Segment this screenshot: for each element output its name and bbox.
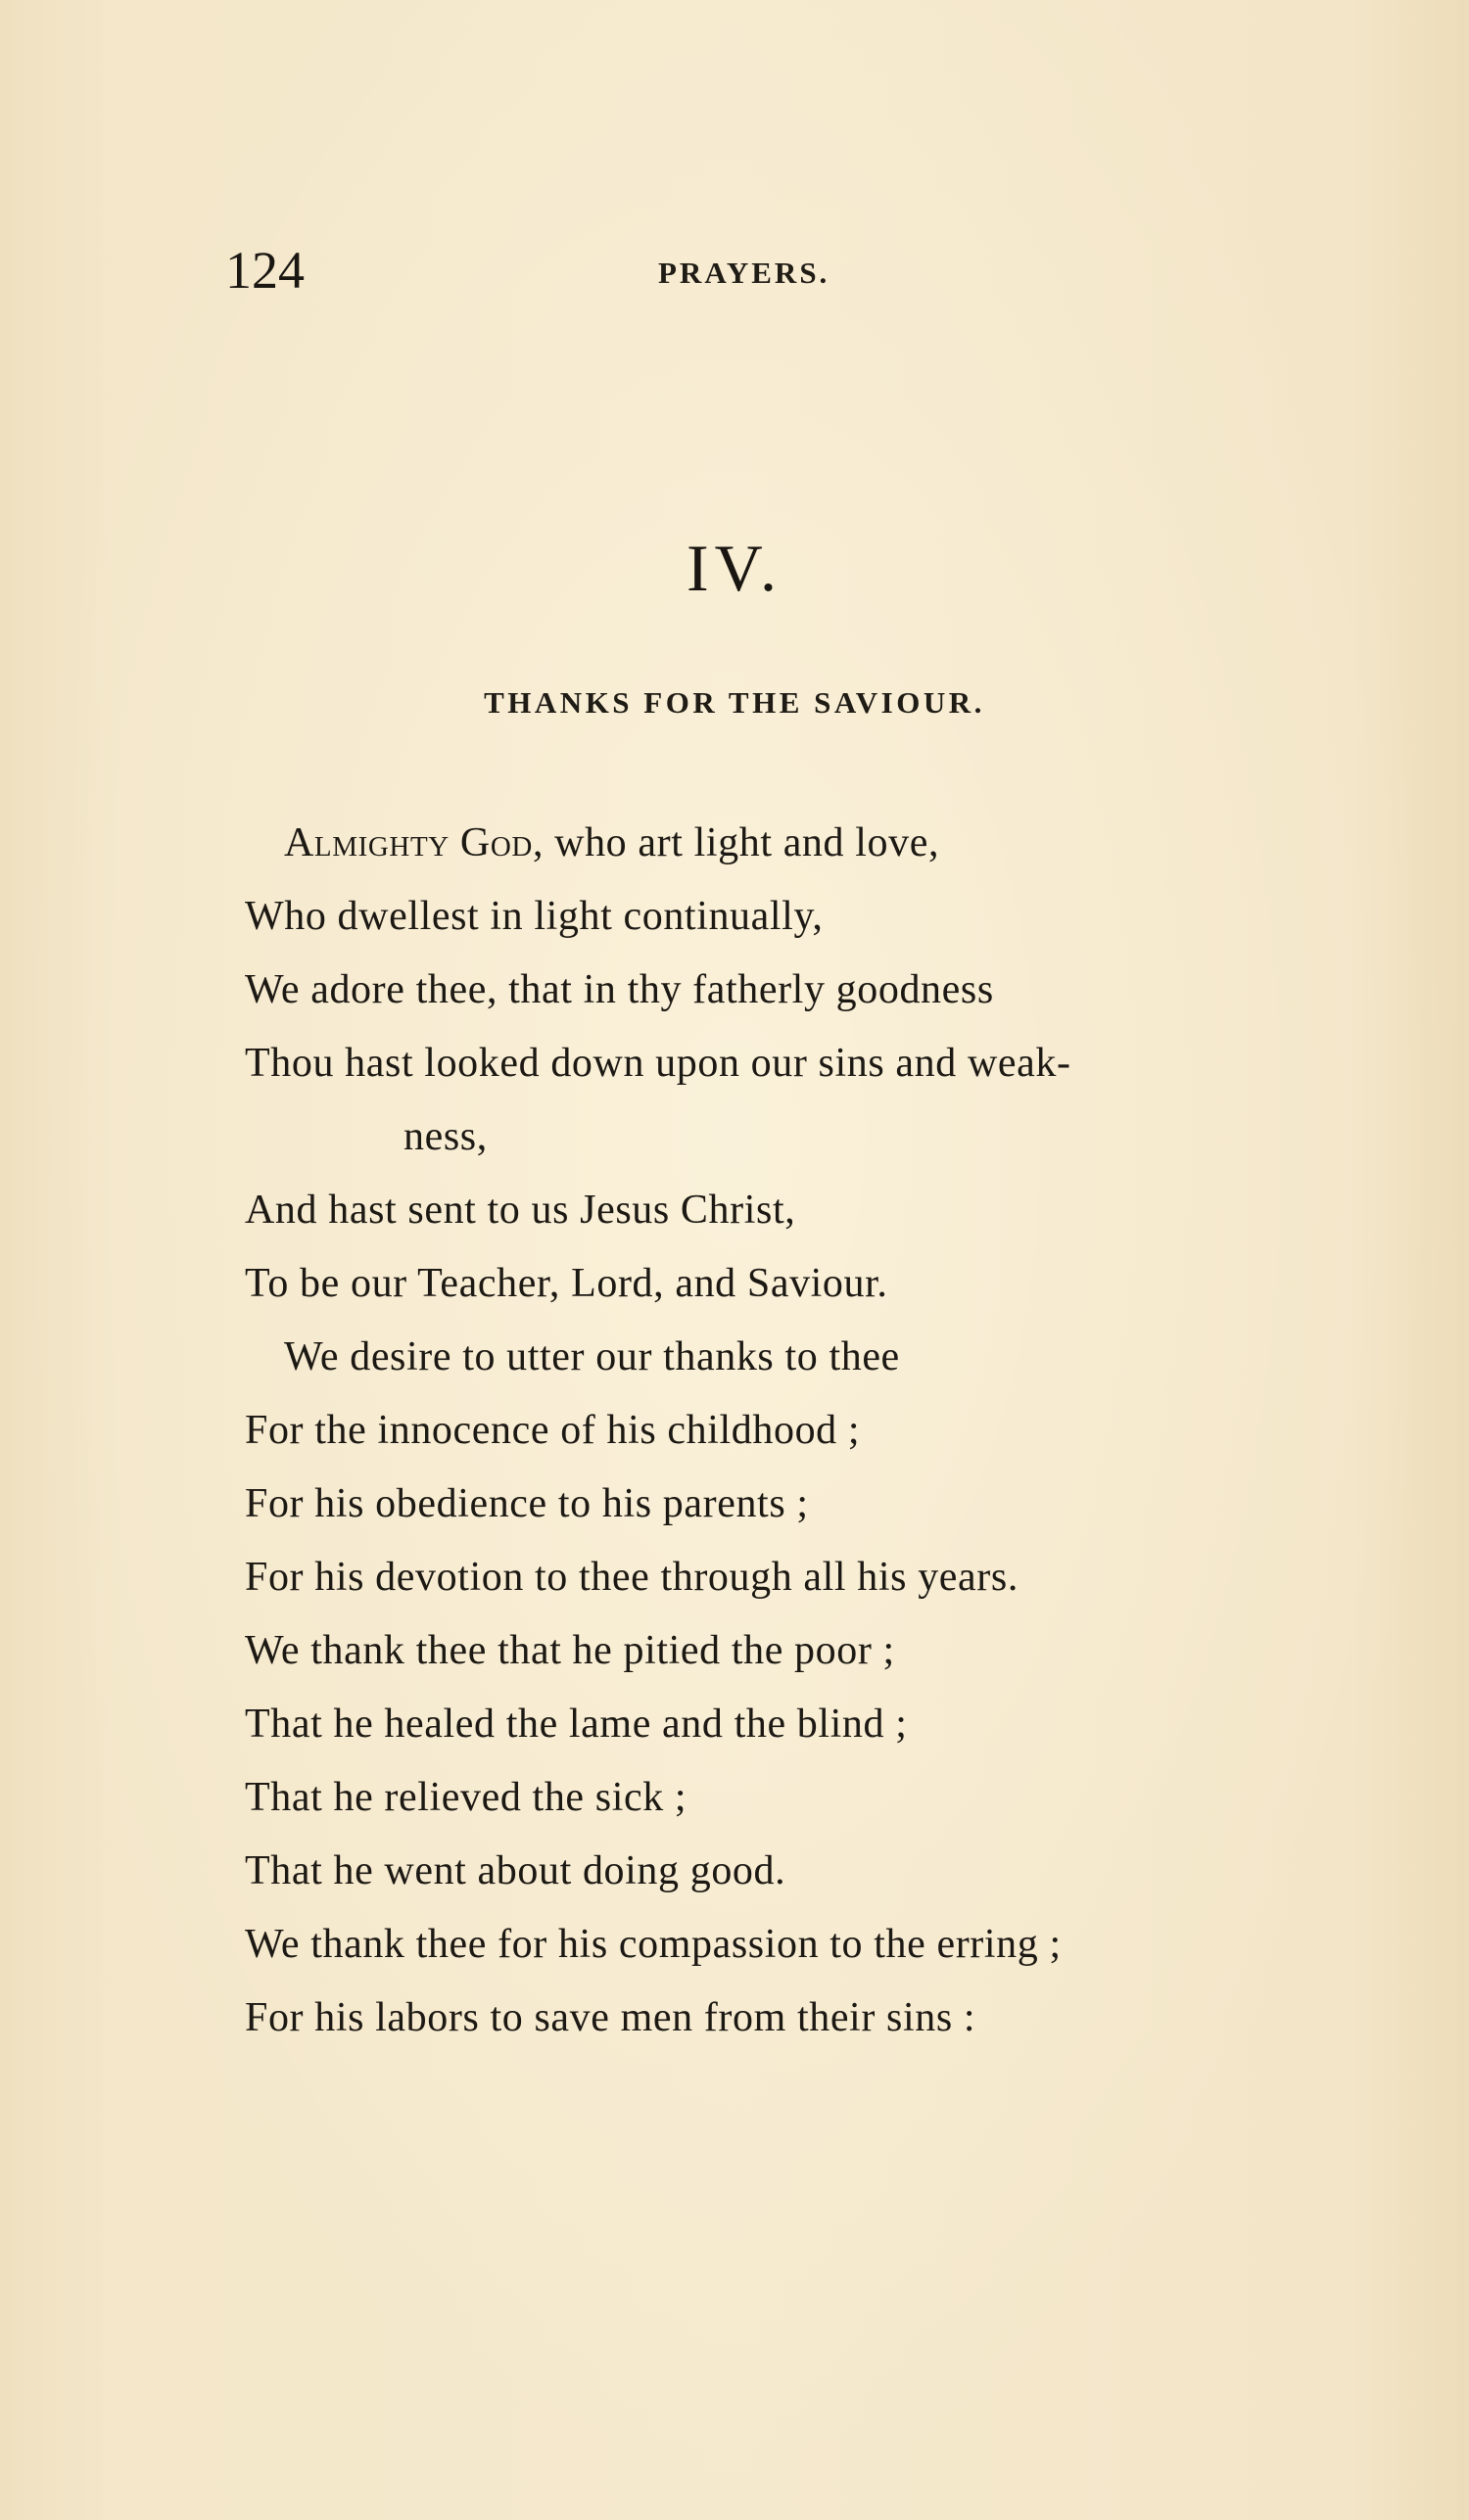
prayer-line: To be our Teacher, Lord, and Saviour. <box>245 1261 888 1306</box>
prayer-line: We adore thee, that in thy fatherly goodness <box>245 967 994 1012</box>
running-title: PRAYERS. <box>658 256 830 290</box>
prayer-line-continuation: ness, <box>403 1114 488 1159</box>
prayer-line: That he healed the lame and the blind ; <box>245 1702 908 1747</box>
prayer-line: And hast sent to us Jesus Christ, <box>245 1188 796 1233</box>
running-head <box>0 241 1469 300</box>
prayer-line: That he relieved the sick ; <box>245 1775 687 1820</box>
prayer-line: We thank thee that he pitied the poor ; <box>245 1628 895 1673</box>
section-number: IV. <box>687 531 782 605</box>
prayer-line: Who dwellest in light continually, <box>245 894 824 939</box>
prayer-line: For his labors to save men from their sins : <box>245 1995 976 2040</box>
prayer-line: For his obedience to his parents ; <box>245 1481 809 1526</box>
prayer-line: We desire to utter our thanks to thee <box>284 1334 900 1379</box>
section-title: THANKS FOR THE SAVIOUR. <box>484 685 985 720</box>
prayer-line: That he went about doing good. <box>245 1848 786 1893</box>
prayer-line: For his devotion to thee through all his years. <box>245 1555 1019 1600</box>
prayer-line: For the innocence of his childhood ; <box>245 1408 861 1453</box>
prayer-line: We thank thee for his compassion to the erring ; <box>245 1922 1062 1967</box>
opening-words: Almighty God <box>284 820 533 865</box>
prayer-line: Thou hast looked down upon our sins and weak- <box>245 1041 1071 1086</box>
page-number: 124 <box>225 241 305 300</box>
prayer-line <box>245 807 1322 880</box>
prayer-text <box>245 807 1322 2055</box>
prayer-line-text: , who art light and love, <box>532 820 940 865</box>
